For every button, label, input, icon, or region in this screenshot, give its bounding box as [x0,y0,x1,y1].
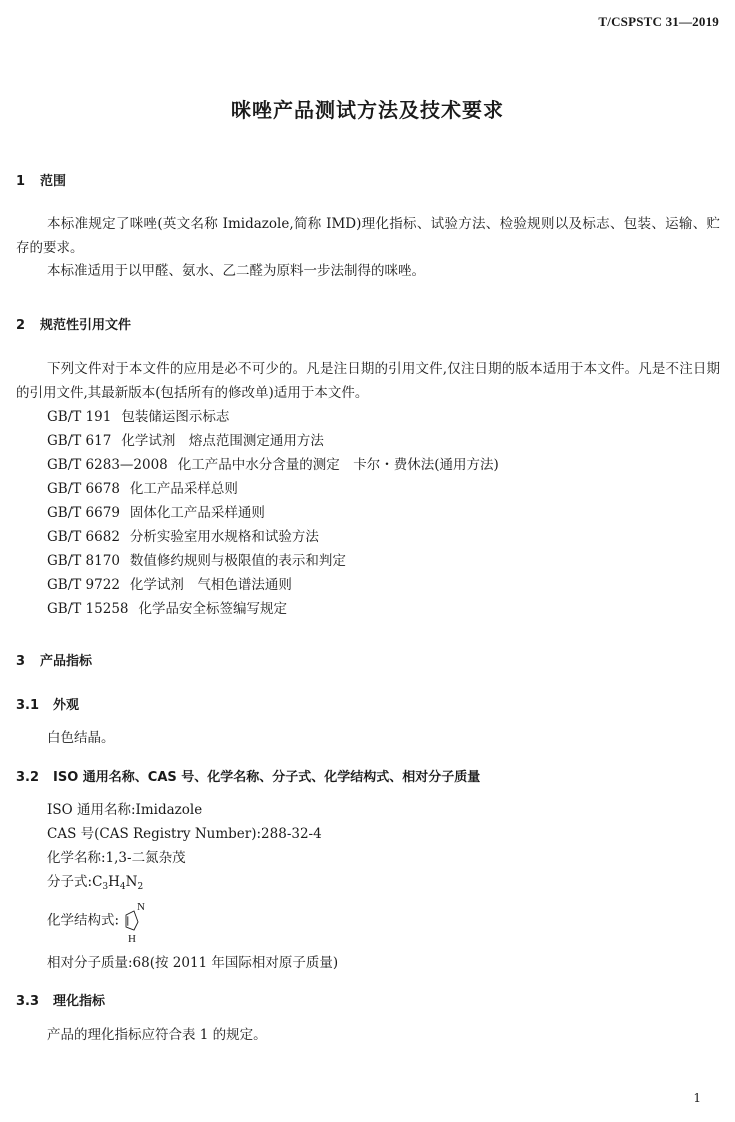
reference-name: 数值修约规则与极限值的表示和判定 [129,553,346,569]
subsection-number: 3.2 [16,770,40,785]
formula-label: 分子式: [47,874,93,890]
section-title: 产品指标 [40,654,93,669]
cas-number-line: CAS 号(CAS Registry Number):288-32-4 [47,826,322,842]
reference-item [47,478,238,502]
reference-name: 化学试剂 气相色谱法通则 [129,577,292,593]
formula-element: H [108,874,120,890]
imidazole-structure [120,899,146,943]
subsection-number: 3.3 [16,994,40,1009]
reference-code: GB/T 191 [47,409,112,425]
reference-item [47,502,265,526]
subsection-number: 3.1 [16,698,40,713]
reference-code: GB/T 6682 [47,529,120,545]
section-title: 规范性引用文件 [40,318,132,333]
reference-code: GB/T 8170 [47,553,120,569]
section-title: 范围 [40,174,67,189]
document-title: 咪唑产品测试方法及技术要求 [231,98,504,122]
subsection-heading [16,766,480,785]
reference-name: 化工产品采样总则 [129,481,238,497]
subsection-heading [16,990,105,1009]
formula-subscript: 3 [102,882,109,892]
reference-code: GB/T 9722 [47,577,120,593]
standard-code: T/CSPSTC 31—2019 [598,14,719,29]
section-heading [16,314,131,333]
reference-item [47,454,499,478]
reference-code: GB/T 6678 [47,481,120,497]
reference-name: 化学品安全标签编写规定 [138,601,287,617]
reference-item [47,574,292,598]
reference-code: GB/T 617 [47,433,112,449]
chemical-name-line: 化学名称:1,3-二氮杂茂 [47,850,186,866]
iso-name-line: ISO 通用名称:Imidazole [47,802,203,818]
section-number: 2 [16,318,26,333]
paragraph-line: 下列文件对于本文件的应用是必不可少的。凡是注日期的引用文件,仅注日期的版本适用于本文 [47,361,611,377]
molecular-formula-line [47,871,143,900]
structure-atom-nh: H [128,933,137,943]
indicator-text: 产品的理化指标应符合表 1 的规定。 [47,1027,267,1043]
subsection-title: 理化指标 [53,994,106,1009]
paragraph [16,213,720,260]
subsection-title: ISO 通用名称、CAS 号、化学名称、分子式、化学结构式、相对分子质量 [53,770,481,785]
page-number: 1 [693,1091,701,1105]
paragraph-line: 本标准规定了咪唑(英文名称 Imidazole,简称 IMD)理化指标、试验方法、检验规则以及标志、包装、 [47,216,666,232]
reference-item [47,526,319,550]
reference-name: 固体化工产品采样通则 [129,505,265,521]
reference-code: GB/T 15258 [47,601,129,617]
paragraph-line: 运输、贮存的要求。 [16,216,721,256]
section-number: 3 [16,654,26,669]
structure-label: 化学结构式: [47,912,120,929]
structure-atom-n: N [137,901,146,913]
reference-name: 包装储运图示标志 [121,409,230,425]
formula-element: N [125,874,138,890]
formula-subscript: 4 [119,882,126,892]
subsection-title: 外观 [53,698,80,713]
paragraph [16,358,720,405]
section-number: 1 [16,174,26,189]
reference-item [47,550,346,574]
paragraph: 本标准适用于以甲醛、氨水、乙二醛为原料一步法制得的咪唑。 [47,263,425,279]
formula-element: C [92,874,103,890]
structural-formula-line [47,899,146,943]
molecular-mass-line: 相对分子质量:68(按 2011 年国际相对原子质量) [47,955,339,971]
reference-code: GB/T 6679 [47,505,120,521]
section-heading [16,650,92,669]
reference-name: 化工产品中水分含量的测定 卡尔・费休法(通用方法) [177,457,499,473]
reference-item [47,406,229,430]
subsection-heading [16,694,79,713]
reference-item [47,430,324,454]
section-heading [16,170,66,189]
reference-name: 化学试剂 熔点范围测定通用方法 [121,433,324,449]
formula-subscript: 2 [137,882,144,892]
reference-item [47,598,287,622]
reference-name: 分析实验室用水规格和试验方法 [129,529,319,545]
appearance-text: 白色结晶。 [47,730,115,746]
paragraph-line: 件。凡是不注日期的引用文件,其最新版本(包括所有的修改单)适用于本文件。 [16,361,720,401]
reference-code: GB/T 6283—2008 [47,457,168,473]
